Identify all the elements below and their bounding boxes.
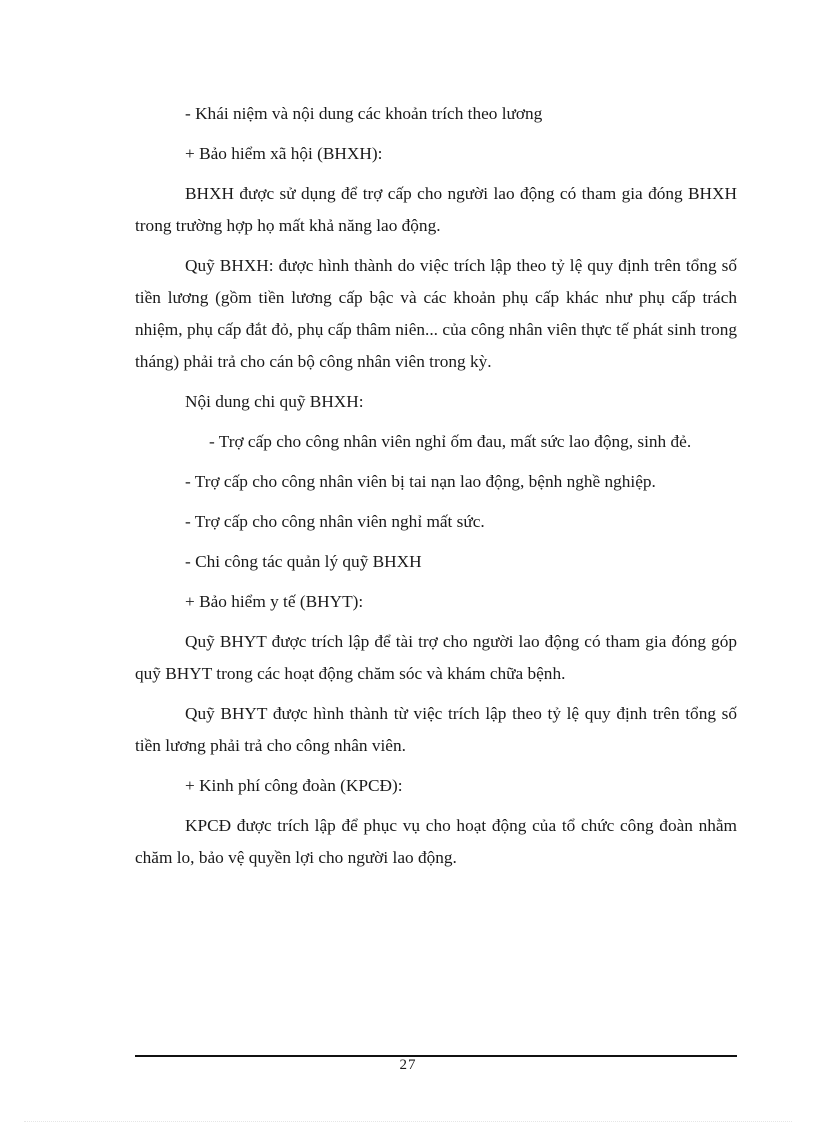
paragraph-bhxh-definition: BHXH được sử dụng để trợ cấp cho người lao động có tham gia đóng BHXH trong trường hợp họ mất khả năng lao động. — [135, 184, 737, 235]
paragraph-bhyt-fund: Quỹ BHYT được hình thành từ việc trích lập theo tỷ lệ quy định trên tổng số tiền lương phải trả cho công nhân viên. — [135, 704, 737, 755]
paragraph-concept: - Khái niệm và nội dung các khoản trích theo lương — [185, 104, 543, 123]
paragraph-kpcd: KPCĐ được trích lập để phục vụ cho hoạt động của tổ chức công đoàn nhằm chăm lo, bảo vệ quyền lợi cho người lao động. — [135, 816, 737, 867]
heading-kpcd: + Kinh phí công đoàn (KPCĐ): — [185, 776, 403, 795]
paragraph-bhxh-content: Nội dung chi quỹ BHXH: — [185, 392, 364, 411]
list-item: - Trợ cấp cho công nhân viên bị tai nạn lao động, bệnh nghề nghiệp. — [185, 472, 656, 491]
page-bottom-edge — [24, 1121, 792, 1122]
list-item: - Trợ cấp cho công nhân viên nghỉ mất sức. — [185, 512, 485, 531]
page-body — [135, 98, 737, 882]
heading-bhxh: + Bảo hiểm xã hội (BHXH): — [185, 144, 383, 163]
paragraph-bhyt-purpose: Quỹ BHYT được trích lập để tài trợ cho người lao động có tham gia đóng góp quỹ BHYT trong các hoạt động chăm sóc và khám chữa bệnh. — [135, 632, 737, 683]
list-item: - Trợ cấp cho công nhân viên nghỉ ốm đau, mất sức lao động, sinh đẻ. — [209, 432, 692, 451]
page-number: 27 — [399, 1057, 417, 1073]
paragraph-bhxh-fund: Quỹ BHXH: được hình thành do việc trích lập theo tỷ lệ quy định trên tổng số tiền lương (gồm tiền lương cấp bậc và các khoản phụ cấp khác như phụ cấp trách nhiệm, phụ cấp đắt đỏ, phụ cấp thâm niên... của công nhân viên thực tế phát sinh trong tháng) phải trả cho cán bộ công nhân viên trong kỳ. — [135, 256, 737, 371]
list-item: - Chi công tác quản lý quỹ BHXH — [185, 552, 422, 571]
heading-bhyt: + Bảo hiểm y tế (BHYT): — [185, 592, 364, 611]
